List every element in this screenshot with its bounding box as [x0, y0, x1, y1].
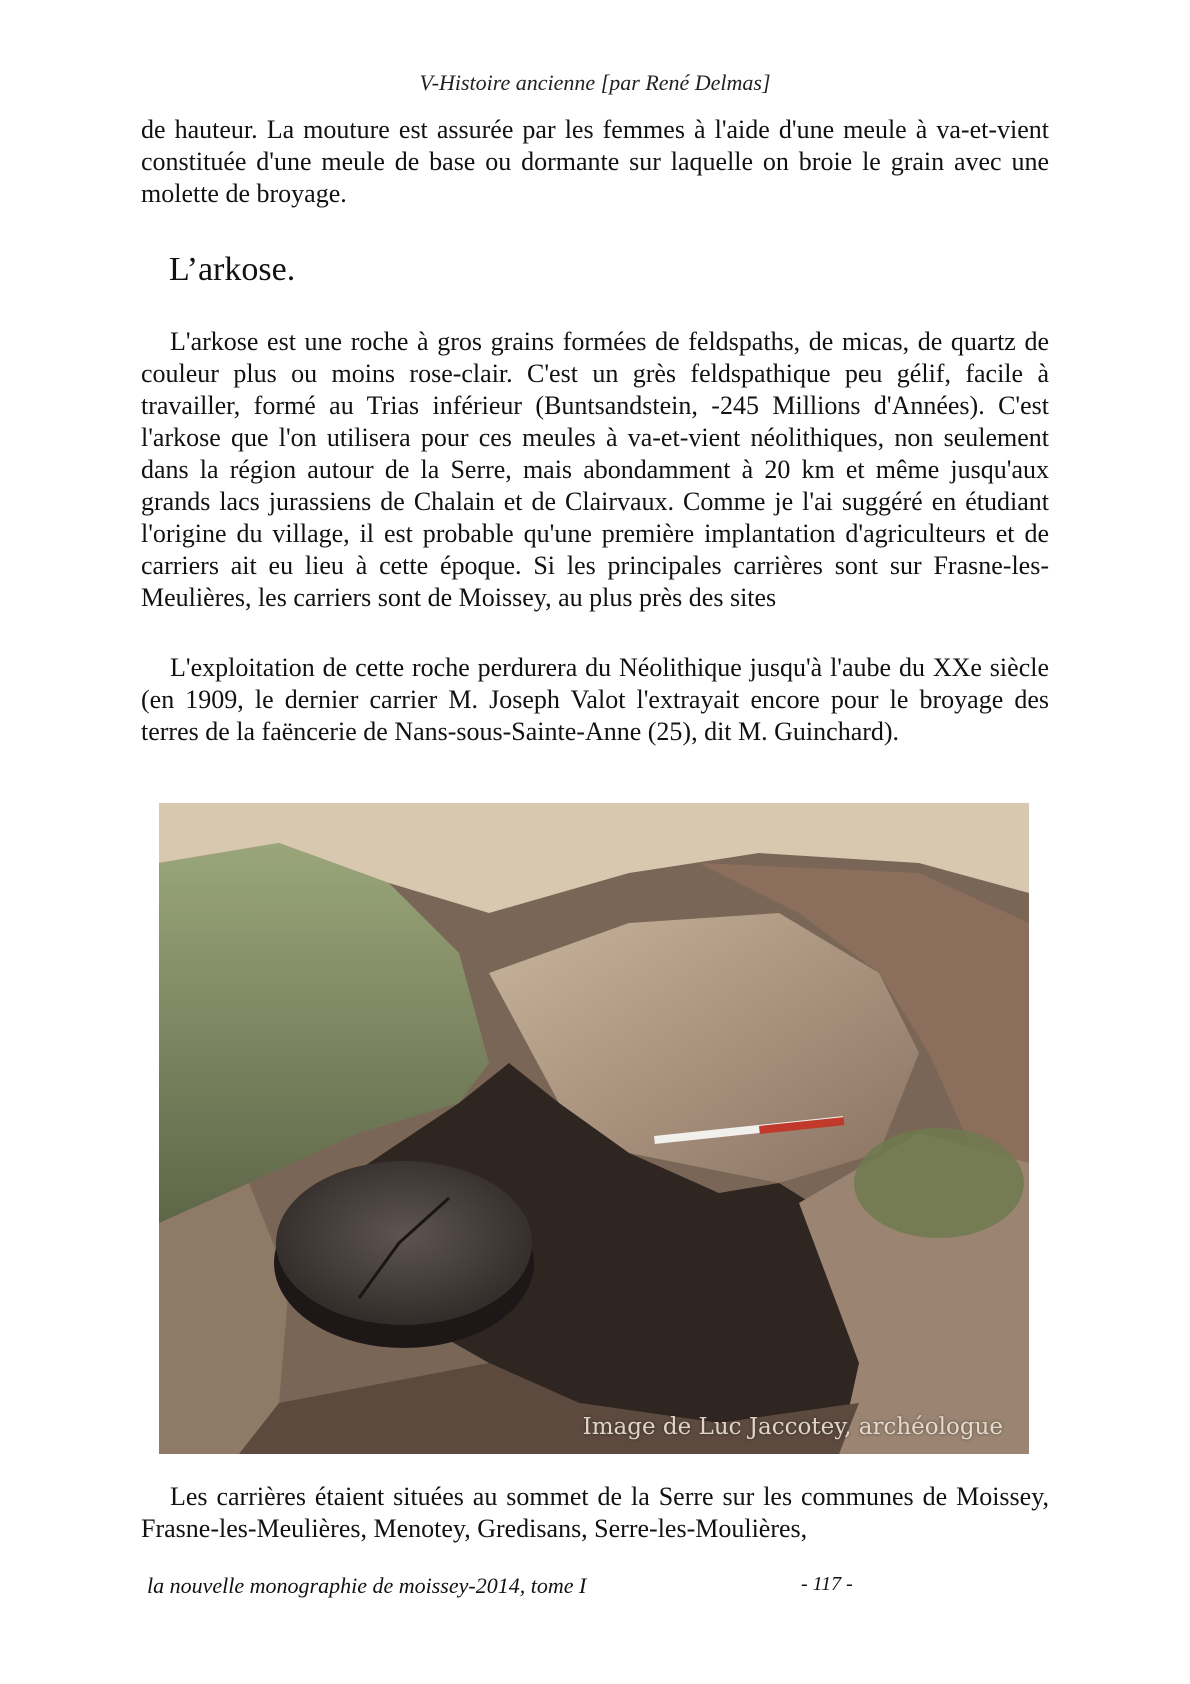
running-header: V-Histoire ancienne [par René Delmas]: [419, 70, 771, 95]
paragraph-exploitation: L'exploitation de cette roche perdurera du Néolithique jusqu'à l'aube du XXe siècle (en 1909, le dernier carrier M. Joseph Valot l'extrayait encore pour le broyage des terres de la faëncerie de Nans-sous-Sainte-Anne (25), dit M. Guinchard).: [141, 653, 1049, 746]
paragraph-carrieres: Les carrières étaient situées au sommet de la Serre sur les communes de Moissey, Frasne-les-Meulières, Menotey, Gredisans, Serre-les-Moulières,: [141, 1482, 1049, 1543]
footer-publication: la nouvelle monographie de moissey-2014, tome I: [147, 1573, 587, 1598]
quarry-photo: [159, 803, 1029, 1454]
page-number: - 117 -: [801, 1573, 853, 1595]
paragraph-continuation: de hauteur. La mouture est assurée par les femmes à l'aide d'une meule à va-et-vient constituée d'une meule de base ou dormante sur laquelle on broie le grain avec une molette de broyage.: [141, 115, 1049, 208]
section-heading: L’arkose.: [169, 251, 296, 288]
photo-credit: Image de Luc Jaccotey, archéologue: [582, 1414, 1003, 1440]
paragraph-arkose: L'arkose est une roche à gros grains formées de feldspaths, de micas, de quartz de couleur plus ou moins rose-clair. C'est un grès feldspathique peu gélif, facile à travailler, formé au Trias inférieur (Buntsandstein, -245 Millions d'Années). C'est l'arkose que l'on utilisera pour ces meules à va-et-vient néolithiques, non seulement dans la région autour de la Serre, mais abondamment à 20 km et même jusqu'aux grands lacs jurassiens de Chalain et de Clairvaux. Comme je l'ai suggéré en étudiant l'origine du village, il est probable qu'une première implantation d'agriculteurs et de carriers ait eu lieu à cette époque. Si les principales carrières sont sur Frasne-les-Meulières, les carriers sont de Moissey, au plus près des sites: [141, 327, 1049, 612]
quarry-photo-illustration: [159, 803, 1029, 1454]
